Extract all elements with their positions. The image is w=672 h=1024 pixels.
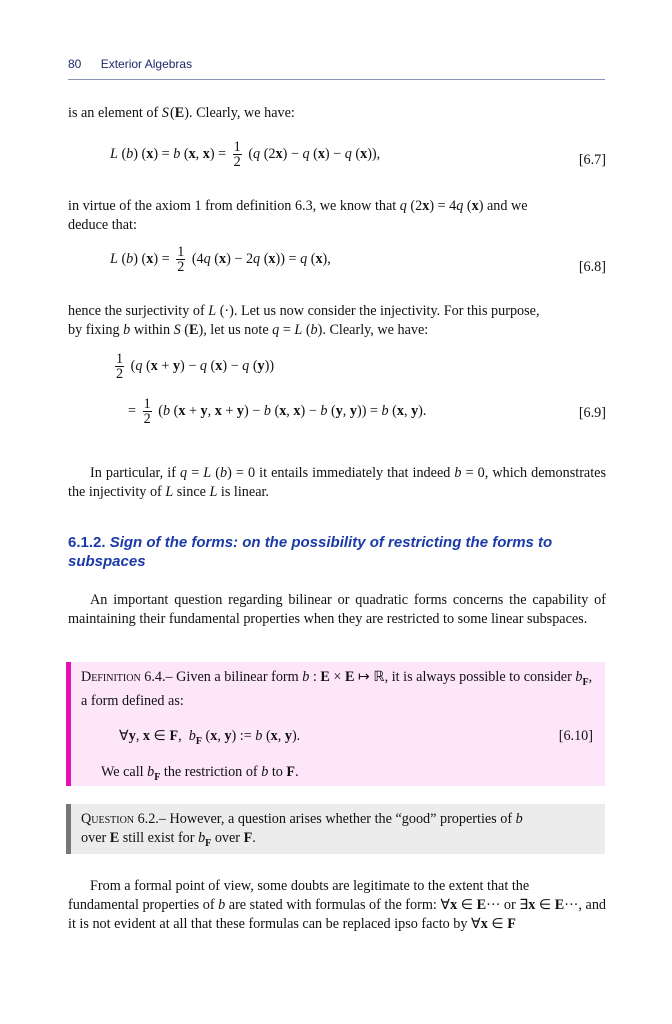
- page-number: 80: [68, 57, 82, 71]
- running-title: Exterior Algebras: [100, 57, 193, 71]
- equation-6-9-line-1: $\frac{1}{2}$ (q (x + y) − q (x) − q (y)): [116, 351, 275, 382]
- header-rule: [68, 79, 605, 80]
- section-heading: [68, 533, 608, 571]
- question-box: [66, 804, 605, 854]
- question-label: Question 6.2.: [81, 811, 159, 827]
- paragraph-6: From a formal point of view, some doubts are legitimate to the extent that the fundamental properties of b are stated with formulas of the form: ∀x ∈ E··· or ∃x ∈ E···, and it is not evident at all that these formulas can be replaced ipso facto by ∀x ∈ F: [68, 878, 607, 932]
- definition-text: Definition 6.4.– Given a bilinear form b : E × E ↦ ℝ, it is always possible to consider $b_F$, a form defined as:: [81, 669, 593, 709]
- eq-number-6-8: [6.8]: [578, 259, 606, 275]
- paragraph-5: An important question regarding bilinear or quadratic forms concerns the capability of maintaining their fundamental properties when they are restricted to some linear subspaces.: [68, 592, 606, 627]
- paragraph-4: In particular, if q = L (b) = 0 it entails immediately that indeed b = 0, which demonstrates the injectivity of L since L is linear.: [68, 465, 606, 500]
- paragraph-3: hence the surjectivity of L (·). Let us now consider the injectivity. For this purpose, by fixing b within S (E), let us note q = L (b). Clearly, we have:: [68, 303, 540, 338]
- definition-label: Definition 6.4.: [81, 669, 166, 685]
- equation-6-9-line-2: = $\frac{1}{2}$ (b (x + y, x + y) − b (x, x) − b (y, y)) = b (x, y).: [128, 396, 427, 427]
- eq-number-6-10: [6.10]: [558, 728, 593, 744]
- definition-box: [66, 662, 605, 786]
- equation-6-7: L (b) (x) = b (x, x) = $\frac{1}{2}$ (q (2x) − q (x) − q (x)),: [110, 139, 381, 170]
- equation-6-10: ∀y, x ∈ F, $b_F$ (x, y) := b (x, y).: [119, 728, 301, 747]
- section-title: Sign of the forms: on the possibility of restricting the forms to subspaces: [68, 534, 553, 570]
- eq-number-6-9: [6.9]: [578, 405, 606, 421]
- running-header: [68, 57, 605, 71]
- definition-closing: We call $b_F$ the restriction of b to F.: [101, 764, 299, 783]
- section-number: 6.1.2.: [68, 534, 106, 551]
- question-text: Question 6.2.– However, a question arises whether the “good” properties of b over E still exist for $b_F$ over F.: [81, 811, 523, 849]
- paragraph-2: in virtue of the axiom 1 from definition 6.3, we know that q (2x) = 4q (x) and we deduce that:: [68, 198, 528, 233]
- paragraph-1: is an element of S (E). Clearly, we have:: [68, 105, 295, 121]
- equation-6-8: L (b) (x) = $\frac{1}{2}$ (4q (x) − 2q (x)) = q (x),: [110, 244, 331, 275]
- eq-number-6-7: [6.7]: [578, 152, 606, 168]
